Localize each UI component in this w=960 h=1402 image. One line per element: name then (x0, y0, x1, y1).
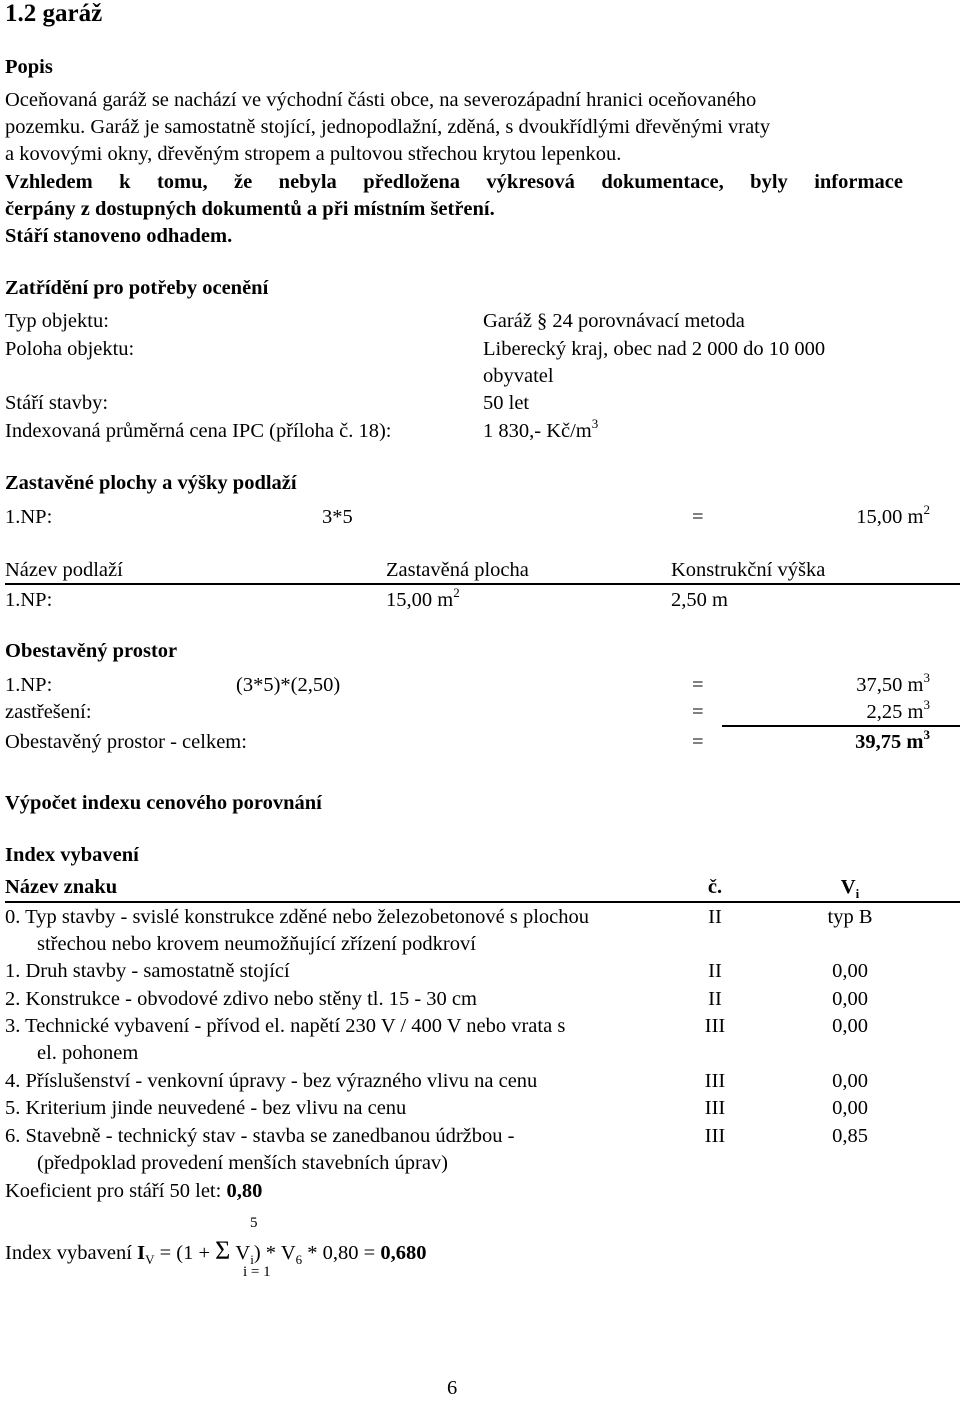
formula-part3: ) * V (253, 1242, 296, 1264)
obestaveny-row-2-value (780, 699, 930, 727)
plochy-np-result-text: 15,00 m (856, 506, 924, 528)
index-row-3-text2: el. pohonem (37, 1042, 139, 1064)
obestaveny-row-1-formula: (3*5)*(2,50) (236, 674, 341, 696)
obestaveny-row-1-label: 1.NP: (5, 674, 53, 696)
obestaveny-row-1-value-text: 37,50 m (856, 674, 924, 696)
formula-result: 0,680 (380, 1242, 427, 1264)
index-header-rule (5, 901, 960, 903)
index-row-6-c: III (704, 1125, 726, 1147)
index-row-0-c: II (708, 906, 722, 928)
obestaveny-row-2-label: zastřešení: (5, 701, 92, 723)
index-row-3-text: 3. Technické vybavení - přívod el. napětí 230 V / 400 V nebo vrata s (5, 1015, 566, 1037)
table-row-height: 2,50 m (671, 589, 728, 611)
col-header-c: č. (707, 876, 723, 898)
formula-sub-i: i (250, 1252, 254, 1267)
table-row-area (386, 587, 460, 615)
obestaveny-row-1-value (780, 672, 930, 700)
index-row-5-c: III (704, 1097, 726, 1119)
index-row-0-text2: střechou nebo krovem neumožňující zřízení podkroví (37, 933, 476, 955)
poloha-value-2: obyvatel (483, 365, 554, 387)
popis-line-2: pozemku. Garáž je samostatně stojící, jednopodlažní, zděná, s dvoukřídlými dřevěnými vraty (5, 116, 771, 138)
sum-lower-limit: i = 1 (243, 1264, 271, 1280)
formula-part1: = (1 + (154, 1242, 216, 1264)
index-row-0-text: 0. Typ stavby - svislé konstrukce zděné nebo železobetonové s plochou (5, 906, 589, 928)
poloha-value-1: Liberecký kraj, obec nad 2 000 do 10 000 (483, 338, 826, 360)
sigma-symbol: Σ (215, 1236, 231, 1265)
obestaveny-row-1-eq: = (692, 674, 704, 696)
section-heading: 1.2 garáž (5, 0, 103, 27)
index-row-2-c: II (708, 988, 722, 1010)
ipc-value (483, 418, 598, 446)
index-row-2-v: 0,00 (832, 988, 868, 1010)
col-header-nazev: Název znaku (5, 876, 118, 898)
poloha-label: Poloha objektu: (5, 338, 135, 360)
obestaveny-row-2-eq: = (692, 701, 704, 723)
obestaveny-total-value (780, 729, 930, 757)
obestaveny-row-1-exponent: 3 (923, 670, 930, 685)
index-row-5-text: 5. Kriterium jinde neuvedené - bez vlivu na cenu (5, 1097, 407, 1119)
stari-value: 50 let (483, 392, 530, 414)
obestaveny-row-2-value-text: 2,25 m (866, 701, 924, 723)
zatrideni-title: Zatřídění pro potřeby ocenění (5, 277, 269, 299)
obestaveny-total-eq: = (692, 731, 704, 753)
index-row-1-v: 0,00 (832, 960, 868, 982)
plochy-np-formula: 3*5 (322, 506, 353, 528)
table-header-plocha: Zastavěná plocha (386, 559, 529, 581)
plochy-np-exponent: 2 (923, 502, 930, 517)
plochy-np-eq: = (692, 506, 704, 528)
ipc-label: Indexovaná průměrná cena IPC (příloha č. 18): (5, 420, 392, 442)
typ-value: Garáž § 24 porovnávací metoda (483, 310, 745, 332)
sum-upper-limit: 5 (250, 1215, 258, 1231)
formula-i: I (137, 1242, 146, 1264)
index-row-6-text2: (předpoklad provedení menších stavebních úprav) (37, 1152, 449, 1174)
index-row-3-c: III (704, 1015, 726, 1037)
plochy-np-label: 1.NP: (5, 506, 53, 528)
index-row-6-v: 0,85 (832, 1125, 868, 1147)
index-row-0-v: typ B (827, 906, 873, 928)
popis-bold-line-3: Stáří stanoveno odhadem. (5, 225, 233, 247)
plochy-np-result (780, 504, 930, 532)
index-vybaveni-title: Index vybavení (5, 844, 139, 866)
formula-part2: V (230, 1242, 251, 1264)
index-row-1-text: 1. Druh stavby - samostatně stojící (5, 960, 290, 982)
col-header-v-text: V (840, 876, 856, 898)
table-header-rule (5, 583, 960, 585)
popis-bold-line-1: Vzhledem k tomu, že nebyla předložena výkresová dokumentace, byly informace (5, 171, 903, 193)
typ-label: Typ objektu: (5, 310, 109, 332)
stari-label: Stáří stavby: (5, 392, 109, 414)
ipc-value-text: 1 830,- Kč/m (483, 420, 592, 442)
formula-part4: * 0,80 = (302, 1242, 381, 1264)
formula-i-sub: V (145, 1252, 155, 1267)
obestaveny-title: Obestavěný prostor (5, 640, 178, 662)
obestaveny-total-label: Obestavěný prostor - celkem: (5, 731, 247, 753)
index-row-5-v: 0,00 (832, 1097, 868, 1119)
formula-prefix: Index vybavení (5, 1242, 138, 1264)
popis-line-1: Oceňovaná garáž se nachází ve východní části obce, na severozápadní hranici oceňovaného (5, 89, 757, 111)
index-row-1-c: II (708, 960, 722, 982)
table-row-area-text: 15,00 m (386, 589, 454, 611)
vypocet-title: Výpočet indexu cenového porovnání (5, 792, 322, 814)
ipc-exponent: 3 (591, 416, 599, 431)
formula-sub-6: 6 (295, 1252, 303, 1267)
table-header-vyska: Konstrukční výška (671, 559, 826, 581)
index-row-6-text: 6. Stavebně - technický stav - stavba se zanedbanou údržbou - (5, 1125, 515, 1147)
popis-line-3: a kovovými okny, dřevěným stropem a pultovou střechou krytou lepenkou. (5, 143, 622, 165)
koeficient-value: 0,80 (226, 1180, 263, 1202)
obestaveny-total-value-text: 39,75 m (855, 731, 924, 753)
index-row-4-v: 0,00 (832, 1070, 868, 1092)
table-header-nazev: Název podlaží (5, 559, 123, 581)
col-header-v-sub: i (855, 886, 860, 901)
index-row-3-v: 0,00 (832, 1015, 868, 1037)
koeficient-line (5, 1178, 262, 1205)
index-row-4-text: 4. Příslušenství - venkovní úpravy - bez výrazného vlivu na cenu (5, 1070, 538, 1092)
plochy-title: Zastavěné plochy a výšky podlaží (5, 472, 297, 494)
koeficient-label: Koeficient pro stáří 50 let: (5, 1180, 227, 1202)
index-row-2-text: 2. Konstrukce - obvodové zdivo nebo stěny tl. 15 - 30 cm (5, 988, 477, 1010)
table-row-area-exponent: 2 (453, 585, 460, 600)
popis-title: Popis (5, 56, 53, 78)
obestaveny-total-exponent: 3 (923, 727, 930, 742)
index-row-4-c: III (704, 1070, 726, 1092)
page-number: 6 (447, 1377, 458, 1399)
table-row-name: 1.NP: (5, 589, 53, 611)
popis-bold-line-2: čerpány z dostupných dokumentů a při místním šetření. (5, 198, 495, 220)
obestaveny-row-2-exponent: 3 (923, 697, 930, 712)
col-header-v (815, 874, 885, 902)
index-formula (5, 1237, 426, 1268)
